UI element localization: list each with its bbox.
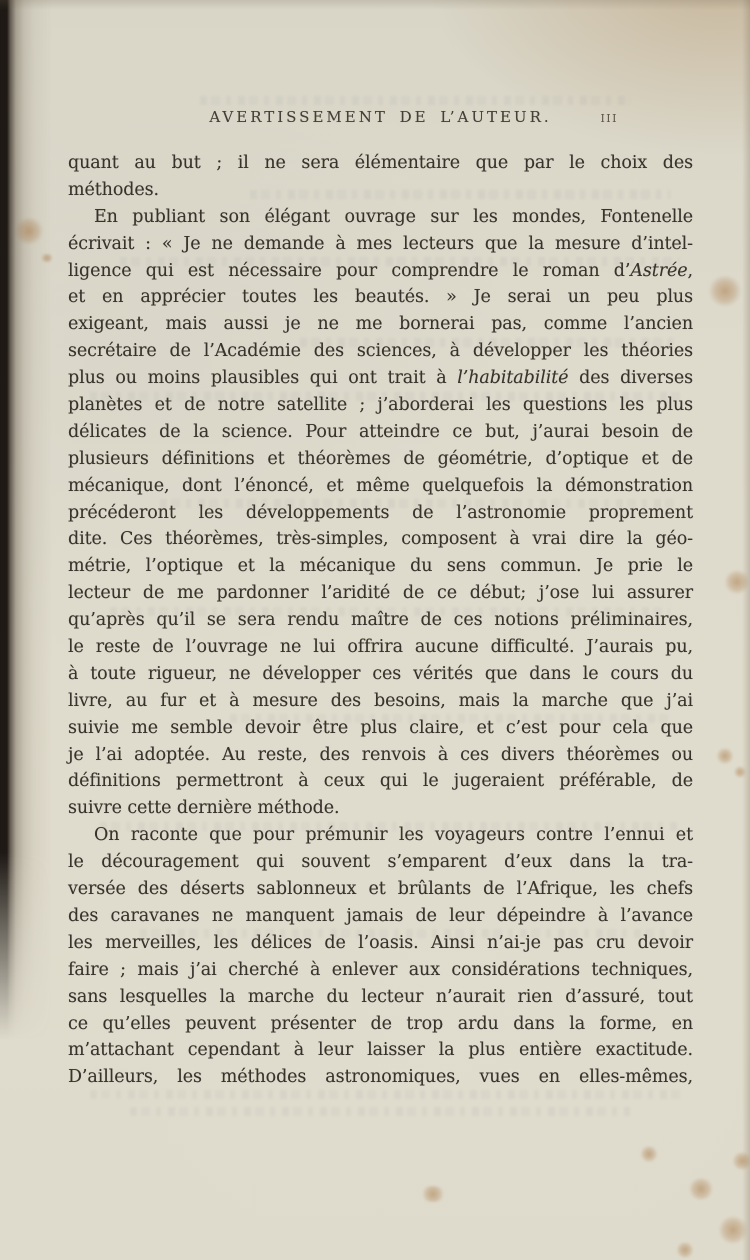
text-line: et en apprécier toutes les beautés. » Je serai un peu plus: [68, 287, 693, 308]
foxing-spot: [718, 1216, 748, 1244]
text-line: exigeant, mais aussi je ne me bornerai pas, comme l’ancien: [68, 314, 693, 335]
text-line: ce qu’elles peuvent présenter de trop ardu dans la forme, en: [68, 1013, 693, 1034]
text-line: planètes et de notre satellite ; j’aborderai les questions les plus: [68, 395, 693, 416]
text-line: sans lesquelles la marche du lecteur n’aurait rien d’assuré, tout: [68, 986, 693, 1007]
text-line: métrie, l’optique et la mécanique du sens commun. Je prie le: [68, 556, 693, 577]
text-line: quant au but ; il ne sera élémentaire que par le choix des: [68, 153, 693, 173]
text-line: dite. Ces théorèmes, très-simples, composent à vrai dire la géo-: [68, 529, 693, 550]
foxing-spot: [708, 276, 742, 306]
foxing-spot: [724, 570, 750, 594]
text-line: On raconte que pour prémunir les voyageurs contre l’ennui et: [94, 825, 693, 846]
text-line: délicates de la science. Pour atteindre ce but, j’aurai besoin de: [68, 421, 693, 442]
text-line: le découragement qui souvent s’emparent d’eux dans la tra-: [68, 852, 693, 873]
text-line: à toute rigueur, ne développer ces vérités que dans le cours du: [68, 663, 693, 684]
page-header: [68, 108, 693, 138]
text-line: faire ; mais j’ai cherché à enlever aux considérations techniques,: [68, 959, 693, 980]
text-line: suivre cette dernière méthode.: [68, 798, 340, 819]
foxing-spot: [732, 1152, 750, 1170]
foxing-spot: [14, 218, 44, 244]
text-line: D’ailleurs, les méthodes astronomiques, vues en elles-mêmes,: [68, 1067, 693, 1088]
foxing-spot: [716, 748, 734, 764]
text-line: le reste de l’ouvrage ne lui offrira aucune difficulté. J’aurais pu,: [68, 637, 693, 658]
show-through-line: [200, 96, 630, 105]
text-line: versée des déserts sablonneux et brûlants de l’Afrique, les chefs: [68, 879, 693, 900]
text-line: je l’ai adoptée. Au reste, des renvois à ces divers théorèmes ou: [68, 744, 693, 765]
top-edge-shadow: [0, 0, 750, 10]
show-through-line: [130, 1107, 630, 1116]
text-line: lecteur de me pardonner l’aridité de ce début; j’ose lui assurer: [68, 583, 693, 604]
text-line: précéderont les développements de l’astronomie proprement: [68, 502, 693, 523]
text-line: définitions permettront à ceux qui le jugeraient préférable, de: [68, 771, 693, 792]
left-binding-shadow: [0, 0, 52, 1040]
text-line: livre, au fur et à mesure des besoins, mais la marche que j’ai: [68, 690, 693, 711]
text-line: les merveilles, les délices de l’oasis. Ainsi n’ai-je pas cru devoir: [68, 932, 693, 953]
page-number: III: [600, 112, 618, 125]
text-line: ligence qui est nécessaire pour comprendre le roman d’Astrée,: [68, 260, 693, 281]
text-line: plus ou moins plausibles qui ont trait à l’habitabilité des diverses: [68, 368, 694, 389]
text-line: des caravanes ne manquent jamais de leur dépeindre à l’avance: [68, 905, 693, 926]
show-through-line: [90, 1090, 680, 1099]
text-line: secrétaire de l’Académie des sciences, à développer les théories: [68, 341, 693, 362]
text-line: méthodes.: [68, 179, 159, 200]
foxing-spot: [676, 1242, 694, 1258]
foxing-spot: [734, 766, 746, 778]
text-line: mécanique, dont l’énoncé, et même quelquefois la démonstration: [68, 475, 693, 496]
page-text: [68, 150, 693, 1091]
printed-content: [68, 108, 693, 1091]
text-line: m’attachant cependant à leur laisser la plus entière exactitude.: [68, 1040, 693, 1061]
text-line: plusieurs définitions et théorèmes de géométrie, d’optique et de: [68, 448, 693, 469]
foxing-spot: [688, 1178, 714, 1200]
text-line: suivie me semble devoir être plus claire, et c’est pour cela que: [68, 717, 693, 738]
text-line: écrivait : « Je ne demande à mes lecteurs que la mesure d’intel-: [68, 233, 693, 254]
foxing-spot: [420, 1186, 446, 1202]
right-edge-shadow: [742, 0, 750, 1260]
foxing-spot: [40, 254, 54, 262]
text-line: qu’après qu’il se sera rendu maître de ces notions préliminaires,: [68, 610, 693, 631]
text-line: En publiant son élégant ouvrage sur les mondes, Fontenelle: [94, 206, 693, 227]
header-title: AVERTISSEMENT DE L’AUTEUR.: [209, 108, 552, 126]
foxing-spot: [640, 1146, 658, 1162]
